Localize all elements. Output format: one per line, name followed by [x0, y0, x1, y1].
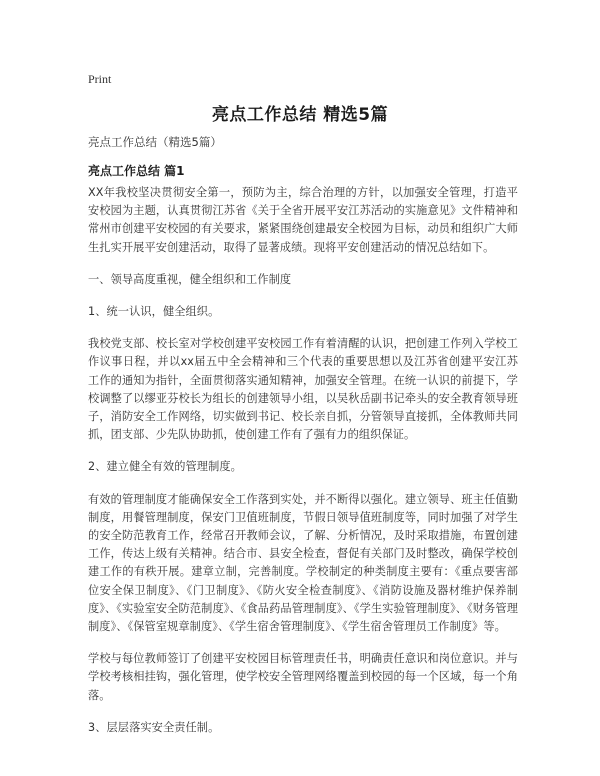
section-heading: 亮点工作总结 篇1 — [88, 164, 185, 178]
paragraph-intro: XX年我校坚决贯彻安全第一，预防为主，综合治理的方针，以加强安全管理，打造平安校园为主题，认真贯彻江苏省《关于全省开展平安江苏活动的实施意见》文件精神和常州市创建平安校园的有关要求，紧紧围绕创建最安全校园为目标，动员和组织广大师生扎实开展平安创建活动，取得了显著成绩。现将平安创建活动的情况总结如下。 — [88, 186, 518, 254]
paragraph-body-2: 有效的管理制度才能确保安全工作落到实处，并不断得以强化。建立领导、班主任值勤制度，用餐管理制度，保安门卫值班制度，节假日领导值班制度等，同时加强了对学生的安全防范教育工作，经常召开教师会议，了解、分析情况，及时采取措施，布置创建工作，传达上级有关精神。结合市、县安全检查，督促有关部门及时整改，确保学校创建工作的有秩开展。建章立制，完善制度。学校制定的种类制度主要有：《重点要害部位安全保卫制度》、《门卫制度》、《防火安全检查制度》、《消防设施及器材维护保养制度》、《实验室安全防范制度》、《食品药品管理制度》、《学生实验管理制度》、《财务管理制度》、《保管室规章制度》、《学生宿舍管理制度》、《学生宿舍管理员工作制度》等。 — [88, 492, 518, 634]
paragraph-subheading-2: 2、建立健全有效的管理制度。 — [88, 460, 242, 474]
paragraph-body-3: 学校与每位教师签订了创建平安校园目标管理责任书，明确责任意识和岗位意识。并与学校考核相挂钩，强化管理，使学校安全管理网络覆盖到校园的每一个区域，每一个角落。 — [88, 652, 518, 702]
print-link[interactable]: Print — [88, 72, 112, 86]
paragraph-subheading-1: 1、统一认识，健全组织。 — [88, 305, 220, 319]
document-subtitle: 亮点工作总结（精选5篇） — [88, 135, 222, 149]
paragraph-heading-1: 一、领导高度重视，健全组织和工作制度 — [88, 272, 292, 286]
paragraph-subheading-3: 3、层层落实安全责任制。 — [88, 720, 220, 734]
page-title: 亮点工作总结 精选5篇 — [211, 105, 389, 125]
document-body — [88, 184, 518, 751]
paragraph-body-1: 我校党支部、校长室对学校创建平安校园工作有着清醒的认识，把创建工作列入学校工作议事日程，并以xx届五中全会精神和三个代表的重要思想以及江苏省创建平安江苏工作的通知为指针，全面贯彻落实通知精神，加强安全管理。在统一认识的前提下，学校调整了以缪亚芬校长为组长的创建领导小组，以吴秋岳副书记牵头的安全教育领导班子，消防安全工作网络，切实做到书记、校长亲自抓，分管领导直接抓，全体教师共同抓，团支部、少先队协助抓，使创建工作有了强有力的组织保证。 — [88, 337, 518, 442]
